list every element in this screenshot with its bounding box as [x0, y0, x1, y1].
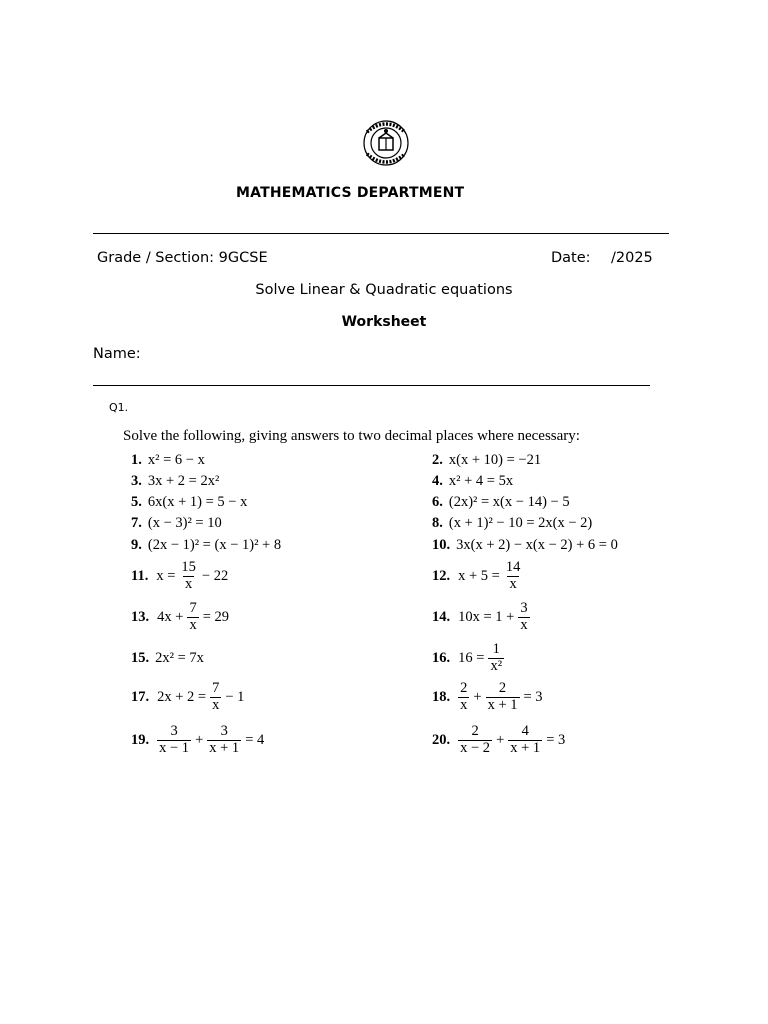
equation-operator: + [496, 731, 505, 748]
equation-item [432, 473, 513, 489]
equation-number: 12. [432, 567, 451, 584]
fraction-numerator: 2 [471, 723, 479, 740]
equation-left: 2x + 2 = [157, 688, 207, 705]
equation-item [432, 515, 592, 531]
equation-item [131, 599, 231, 635]
fraction [157, 724, 191, 755]
fraction-numerator: 1 [492, 641, 500, 658]
fraction-numerator: 7 [189, 600, 197, 617]
fraction-denominator: x [185, 575, 193, 592]
fraction-denominator: x + 1 [487, 696, 518, 713]
equation-item [432, 558, 524, 594]
fraction-numerator: 2 [460, 680, 468, 697]
equation-item [131, 722, 266, 758]
fraction-denominator: x [212, 696, 220, 713]
fraction-denominator: x + 1 [209, 739, 240, 756]
fraction [210, 681, 221, 712]
equation-number: 10. [432, 536, 451, 553]
equation-number: 14. [432, 608, 451, 625]
fraction-denominator: x − 2 [460, 739, 491, 756]
worksheet-title: Worksheet [341, 314, 427, 330]
equation-right: = 4 [245, 731, 265, 748]
name-line [93, 385, 650, 386]
equation-text: (x − 3)² = 10 [147, 514, 222, 531]
fraction [486, 681, 520, 712]
equation-item [432, 679, 545, 715]
fraction [504, 560, 523, 591]
equation-number: 1. [131, 451, 142, 468]
equation-item [131, 537, 281, 553]
fraction [508, 724, 542, 755]
fraction [179, 560, 198, 591]
equation-left: 10x = 1 + [458, 608, 515, 625]
equation-item [131, 679, 246, 715]
equation-text: x(x + 10) = −21 [448, 451, 542, 468]
equation-left: x = [156, 567, 176, 584]
equation-item [432, 494, 570, 510]
date-value: /2025 [611, 250, 653, 266]
department-title: MATHEMATICS DEPARTMENT [236, 185, 465, 201]
fraction-numerator: 3 [520, 600, 528, 617]
fraction-numerator: 7 [212, 680, 220, 697]
fraction-numerator: 15 [181, 559, 196, 576]
equation-left: 4x + [157, 608, 184, 625]
topic-title: Solve Linear & Quadratic equations [255, 282, 513, 298]
equation-right: = 3 [546, 731, 566, 748]
equation-item [432, 537, 618, 553]
equation-left: x + 5 = [458, 567, 500, 584]
equation-number: 4. [432, 472, 443, 489]
equation-operator: + [195, 731, 204, 748]
equation-item [131, 494, 247, 510]
equation-operator: + [473, 688, 482, 705]
equation-number: 2. [432, 451, 443, 468]
equation-number: 5. [131, 493, 142, 510]
equation-text: 6x(x + 1) = 5 − x [147, 493, 248, 510]
equation-item [432, 452, 541, 468]
equation-text: 2x² = 7x [155, 649, 204, 666]
fraction-denominator: x² [490, 657, 503, 674]
fraction-numerator: 4 [521, 723, 529, 740]
equation-text: x² = 6 − x [147, 451, 205, 468]
equation-number: 11. [131, 567, 149, 584]
equation-right: = 29 [202, 608, 229, 625]
equation-item [432, 722, 567, 758]
equation-text: 3x + 2 = 2x² [147, 472, 220, 489]
equation-text: (2x − 1)² = (x − 1)² + 8 [147, 536, 282, 553]
equation-number: 16. [432, 649, 451, 666]
fraction [518, 601, 529, 632]
fraction [458, 724, 492, 755]
equation-item [131, 515, 222, 531]
question-label: Q1. [109, 401, 129, 414]
equation-number: 19. [131, 731, 150, 748]
fraction-denominator: x − 1 [159, 739, 190, 756]
equation-item [131, 452, 205, 468]
equation-text: 3x(x + 2) − x(x − 2) + 6 = 0 [456, 536, 618, 553]
question-instruction: Solve the following, giving answers to two decimal places where necessary: [123, 428, 580, 444]
equation-right: − 22 [201, 567, 229, 584]
equation-number: 18. [432, 688, 451, 705]
equation-number: 17. [131, 688, 150, 705]
equation-number: 6. [432, 493, 443, 510]
fraction [187, 601, 198, 632]
fraction-denominator: x [520, 616, 528, 633]
fraction-numerator: 3 [170, 723, 178, 740]
fraction-denominator: x [509, 575, 517, 592]
school-logo [355, 118, 417, 168]
equation-number: 3. [131, 472, 142, 489]
equation-number: 9. [131, 536, 142, 553]
date-label: Date: [551, 250, 591, 266]
equation-right: = 3 [523, 688, 543, 705]
fraction-denominator: x [189, 616, 197, 633]
equation-item [432, 640, 506, 676]
grade-section: Grade / Section: 9GCSE [97, 250, 268, 266]
equation-right: − 1 [225, 688, 245, 705]
fraction-numerator: 2 [498, 680, 507, 697]
equation-item [131, 558, 230, 594]
divider-line [93, 233, 669, 234]
fraction [488, 642, 504, 673]
fraction-numerator: 14 [505, 559, 521, 576]
equation-text: x² + 4 = 5x [448, 472, 514, 489]
name-label: Name: [93, 346, 141, 362]
fraction-numerator: 3 [220, 723, 228, 740]
equation-left: 16 = [458, 649, 485, 666]
equation-item [131, 650, 204, 666]
fraction-denominator: x + 1 [510, 739, 541, 756]
fraction [458, 681, 469, 712]
equation-item [131, 473, 219, 489]
equation-text: (2x)² = x(x − 14) − 5 [448, 493, 570, 510]
equation-number: 20. [432, 731, 451, 748]
equation-item [432, 599, 532, 635]
fraction-denominator: x [460, 696, 468, 713]
equation-number: 13. [131, 608, 150, 625]
equation-number: 7. [131, 514, 142, 531]
equation-number: 15. [131, 649, 150, 666]
fraction [207, 724, 241, 755]
equation-text: (x + 1)² − 10 = 2x(x − 2) [448, 514, 593, 531]
equation-number: 8. [432, 514, 443, 531]
